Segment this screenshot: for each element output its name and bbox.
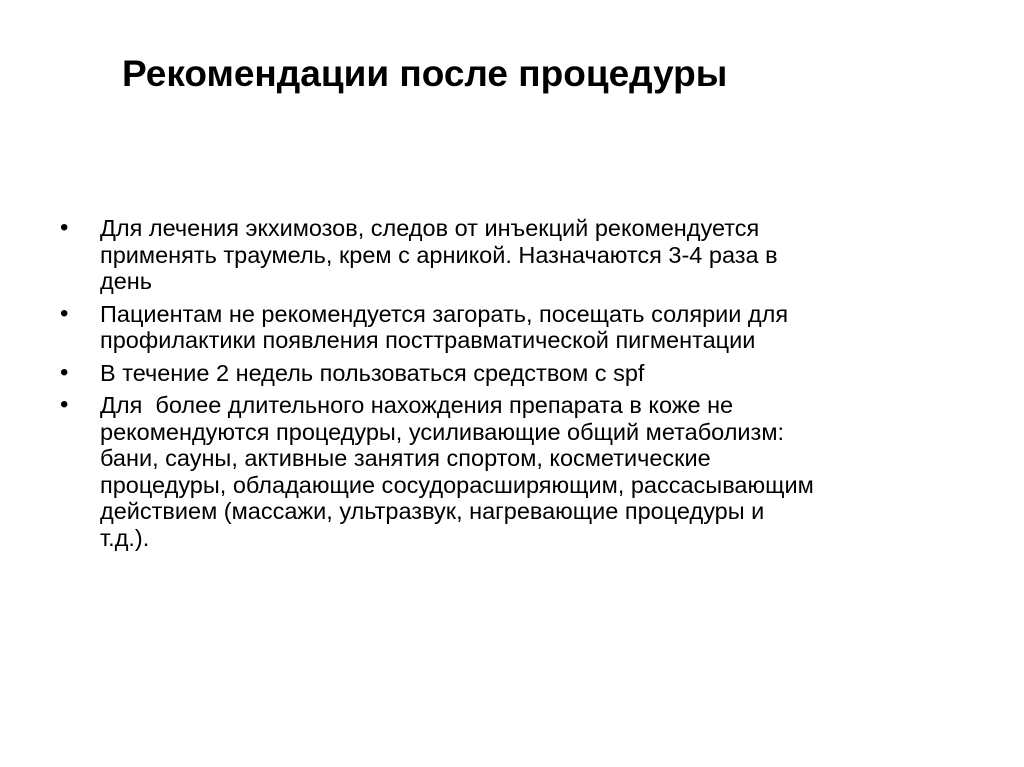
- bullet-icon: •: [60, 391, 69, 418]
- bullet-icon: •: [60, 214, 69, 241]
- bullet-item: [60, 215, 960, 295]
- bullet-line: Для лечения экхимозов, следов от инъекций рекомендуется: [100, 215, 760, 241]
- bullet-text: [100, 392, 960, 551]
- bullet-line: бани, сауны, активные занятия спортом, косметические: [100, 445, 711, 471]
- bullet-line: Для более длительного нахождения препарата в коже не: [100, 392, 734, 418]
- bullet-line: профилактики появления посттравматической пигментации: [100, 327, 756, 353]
- bullet-item: [60, 301, 960, 354]
- bullet-list: [60, 215, 960, 557]
- bullet-line: действием (массажи, ультразвук, нагревающие процедуры и: [100, 498, 765, 524]
- bullet-text: [100, 215, 960, 295]
- bullet-line: применять траумель, крем с арникой. Назначаются 3-4 раза в: [100, 241, 778, 268]
- bullet-icon: •: [60, 299, 69, 327]
- bullet-line: рекомендуются процедуры, усиливающие общий метаболизм:: [100, 418, 785, 445]
- bullet-line: процедуры, обладающие сосудорасширяющим, рассасывающим: [100, 471, 814, 498]
- bullet-line: т.д.).: [100, 524, 150, 551]
- bullet-text: [100, 360, 960, 387]
- bullet-item: [60, 360, 960, 387]
- slide-title: Рекомендации после процедуры: [122, 53, 728, 94]
- bullet-line: день: [100, 268, 153, 294]
- bullet-text: [100, 301, 960, 354]
- bullet-icon: •: [60, 358, 69, 386]
- bullet-line: Пациентам не рекомендуется загорать, посещать солярии для: [100, 300, 789, 327]
- bullet-item: [60, 392, 960, 551]
- bullet-line: В течение 2 недель пользоваться средством с spf: [100, 359, 645, 386]
